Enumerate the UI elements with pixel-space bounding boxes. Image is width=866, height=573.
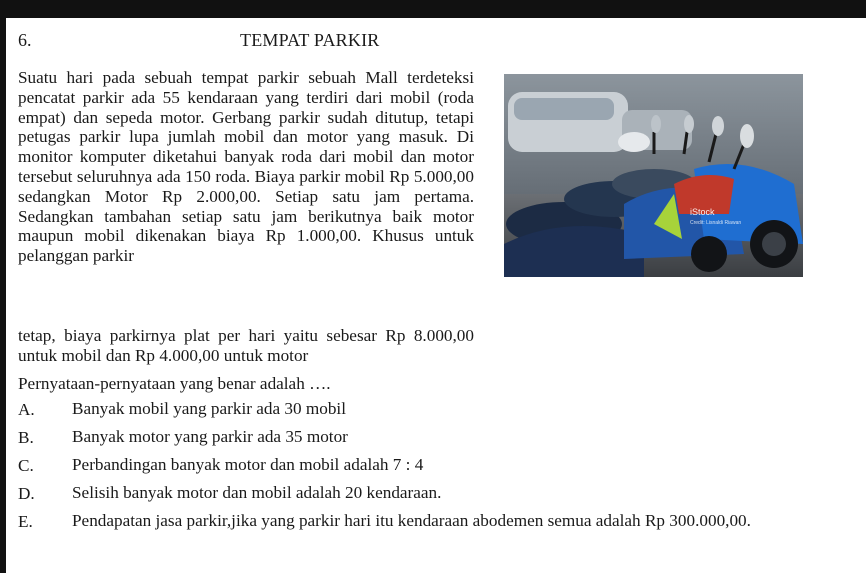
question-prompt: Pernyataan-pernyataan yang benar adalah ….: [18, 374, 331, 393]
top-dark-bar: [0, 0, 866, 18]
option-letter: E.: [18, 512, 33, 531]
photo-credit: Credit: Lisnaldi Riawan: [690, 220, 742, 226]
option-e[interactable]: [18, 512, 818, 572]
option-text: Pendapatan jasa parkir,jika yang parkir hari itu kendaraan abodemen semua adalah Rp 300.000,00.: [72, 511, 751, 530]
question-title: TEMPAT PARKIR: [240, 30, 380, 50]
parking-photo: [504, 74, 803, 277]
document-page: [6, 18, 866, 573]
photo-watermark: iStock: [690, 207, 715, 217]
option-text: Banyak mobil yang parkir ada 30 mobil: [72, 399, 346, 418]
option-letter: C.: [18, 456, 34, 475]
option-letter: B.: [18, 428, 34, 447]
answer-options: [18, 400, 818, 572]
question-paragraph-tail: tetap, biaya parkirnya plat per hari yaitu sebesar Rp 8.000,00 untuk mobil dan Rp 4.000,00 untuk motor: [18, 326, 474, 365]
option-text: Perbandingan banyak motor dan mobil adalah 7 : 4: [72, 455, 424, 474]
option-text: Selisih banyak motor dan mobil adalah 20 kendaraan.: [72, 483, 442, 502]
question-number: 6.: [18, 30, 32, 50]
question-paragraph: Suatu hari pada sebuah tempat parkir sebuah Mall terdeteksi pencatat parkir ada 55 kendaraan yang terdiri dari mobil (roda empat) dan sepeda motor. Gerbang parkir sudah ditutup, tetapi petugas parkir lupa jumlah mobil dan motor yang masuk. Di monitor komputer diketahui banyak roda dari mobil dan motor tersebut seluruhnya ada 150 roda. Biaya parkir mobil Rp 5.000,00 sedangkan Motor Rp 2.000,00. Setiap satu jam pertama. Sedangkan tambahan setiap satu jam berikutnya baik motor maupun mobil dikenakan biaya Rp 1.000,00. Khusus untuk pelanggan parkir: [18, 68, 474, 266]
option-letter: A.: [18, 400, 35, 419]
option-text: Banyak motor yang parkir ada 35 motor: [72, 427, 348, 446]
option-letter: D.: [18, 484, 35, 503]
